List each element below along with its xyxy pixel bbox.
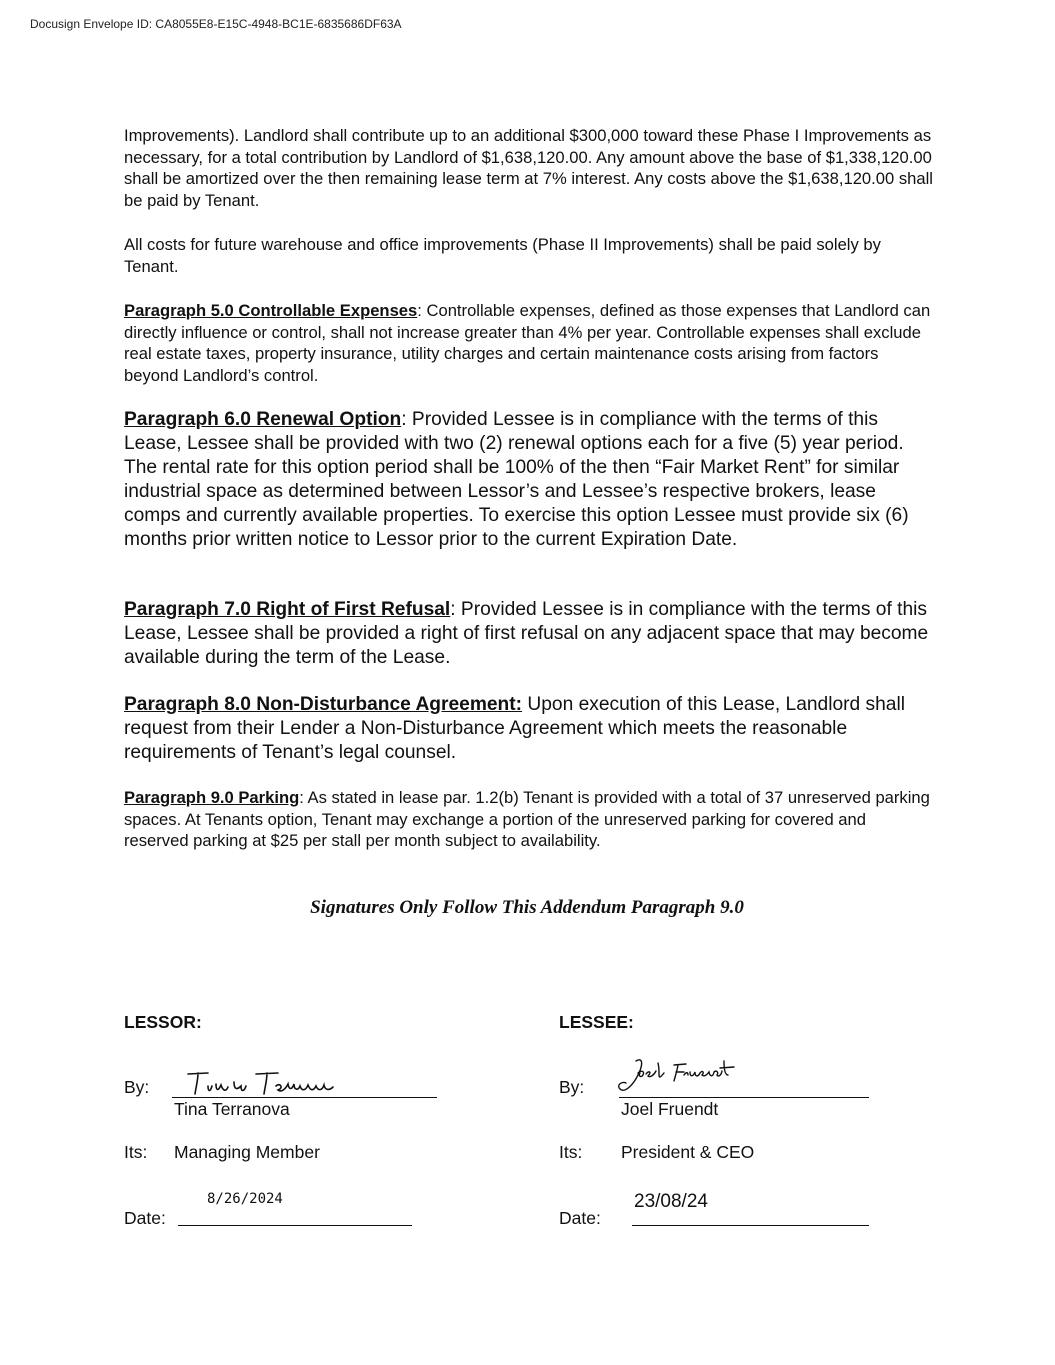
paragraph-heading: Paragraph 5.0 Controllable Expenses	[124, 301, 418, 320]
paragraph-phase-i-improvements	[124, 125, 934, 211]
paragraph-heading: Paragraph 7.0 Right of First Refusal	[124, 599, 451, 620]
lessee-date: 23/08/24	[634, 1191, 708, 1212]
lessee-its-label: Its:	[559, 1142, 583, 1162]
paragraph-text: Improvements). Landlord shall contribute up to an additional $300,000 toward these Phase I Improvements as necessary, for a total contribution by Landlord of $1,638,120.00. Any amount above the base of $1,338,120.00 shall be amortized over the then remaining lease term at 7% interest. Any costs above the $1,638,120.00 shall be paid by Tenant.	[124, 126, 933, 210]
paragraph-text: : Provided Lessee is in compliance with the terms of this Lease, Lessee shall be provided a right of first refusal on any adjacent space that may become available during the term of the Lease.	[124, 599, 929, 668]
paragraph-6-renewal-option	[124, 408, 934, 552]
paragraph-text: : Provided Lessee is in compliance with the terms of this Lease, Lessee shall be provided with two (2) renewal options each for a five (5) year period. The rental rate for this option period shall be 100% of the then “Fair Market Rent” for similar industrial space as determined between Lessor’s and Lessee’s respective brokers, lease comps and currently available properties. To exercise this option Lessee must provide six (6) months prior written notice to Lessor prior to the current Expiration Date.	[124, 409, 909, 550]
paragraph-text: All costs for future warehouse and office improvements (Phase II Improvements) shall be paid solely by Tenant.	[124, 235, 881, 276]
lessee-by-label: By:	[559, 1077, 585, 1097]
lessee-signature	[614, 1057, 744, 1097]
lessor-its-label: Its:	[124, 1142, 148, 1162]
paragraph-7-right-of-first-refusal	[124, 598, 934, 670]
lessor-signature	[186, 1068, 336, 1096]
paragraph-text: : As stated in lease par. 1.2(b) Tenant is provided with a total of 37 unreserved parking spaces. At Tenants option, Tenant may exchange a portion of the unreserved parking for covered and reserved parking at $25 per stall per month subject to availability.	[124, 788, 930, 850]
paragraph-5-controllable-expenses	[124, 300, 934, 386]
lessee-signature-line	[619, 1097, 869, 1098]
lessee-label: LESSEE:	[559, 1012, 634, 1032]
lessee-date-line	[632, 1225, 869, 1226]
paragraph-heading: Paragraph 6.0 Renewal Option	[124, 409, 402, 430]
paragraph-text: Upon execution of this Lease, Landlord shall request from their Lender a Non-Disturbance Agreement which meets the reasonable requirements of Tenant’s legal counsel.	[124, 694, 905, 763]
lessor-by-label: By:	[124, 1077, 150, 1097]
lessee-title: President & CEO	[621, 1142, 755, 1162]
lessor-signature-line	[172, 1097, 437, 1098]
paragraph-text: : Controllable expenses, defined as those expenses that Landlord can directly influence or control, shall not increase greater than 4% per year. Controllable expenses shall exclude real estate taxes, property insurance, utility charges and certain maintenance costs arising from factors beyond Landlord’s control.	[124, 301, 931, 385]
lessor-label: LESSOR:	[124, 1012, 202, 1032]
lessor-date-line	[178, 1225, 412, 1226]
lessor-title: Managing Member	[174, 1142, 320, 1162]
lessee-date-label: Date:	[559, 1208, 601, 1228]
signature-note: Signatures Only Follow This Addendum Paragraph 9.0	[310, 897, 744, 918]
paragraph-phase-ii-improvements	[124, 234, 934, 277]
paragraph-heading: Paragraph 8.0 Non-Disturbance Agreement:	[124, 694, 523, 715]
lessor-date: 8/26/2024	[207, 1191, 283, 1207]
paragraph-8-non-disturbance	[124, 693, 934, 765]
lessee-name: Joel Fruendt	[621, 1099, 719, 1119]
lessor-name: Tina Terranova	[174, 1099, 290, 1119]
lessor-date-label: Date:	[124, 1208, 166, 1228]
envelope-id: Docusign Envelope ID: CA8055E8-E15C-4948-BC1E-6835686DF63A	[30, 17, 402, 31]
paragraph-heading: Paragraph 9.0 Parking	[124, 788, 300, 807]
paragraph-9-parking	[124, 787, 934, 852]
